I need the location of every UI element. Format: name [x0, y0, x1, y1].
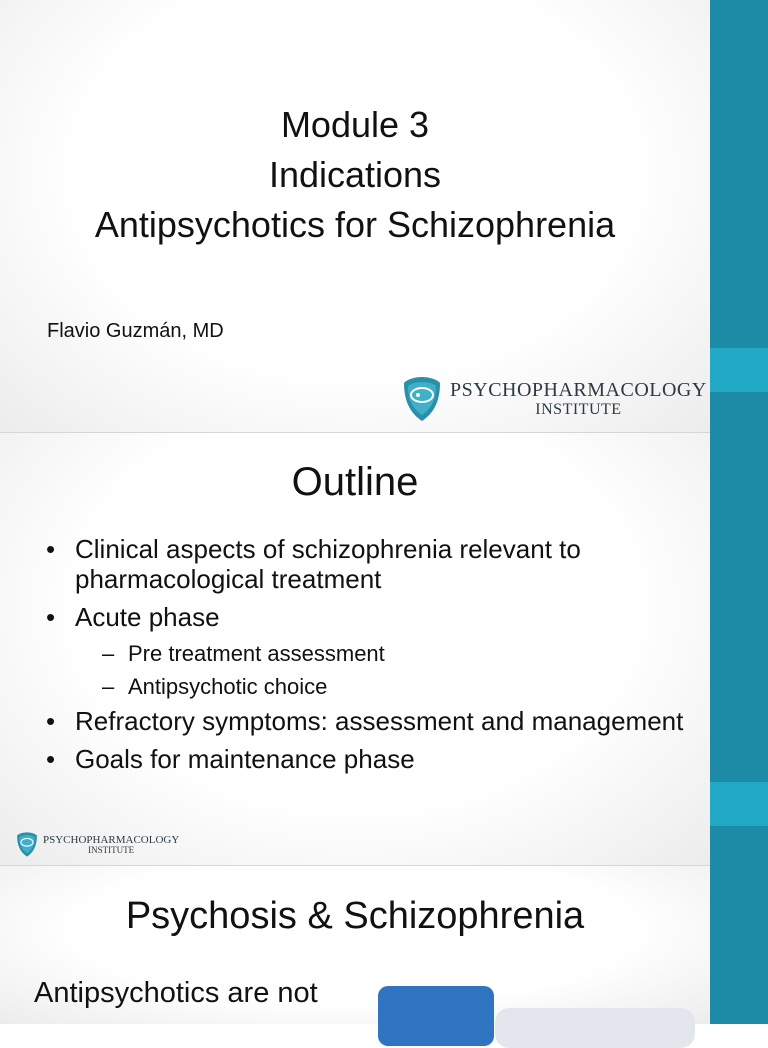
bullet-text: Goals for maintenance phase — [75, 744, 415, 774]
bullet-text: Acute phase — [75, 602, 220, 632]
title-line: Module 3 — [280, 104, 430, 145]
institute-logo — [402, 375, 707, 423]
diagram-box — [378, 986, 494, 1046]
slide-title: Outline — [291, 460, 419, 504]
title-line: Indications — [268, 154, 442, 195]
sub-bullet-item: – Antipsychotic choice — [102, 674, 328, 699]
bullet-item: • Refractory symptoms: assessment and management — [46, 706, 684, 736]
psychopharmacology-shield-icon — [16, 831, 38, 858]
sub-bullet-text: Pre treatment assessment — [128, 641, 385, 666]
sub-bullet-text: Antipsychotic choice — [128, 674, 328, 699]
logo-line2: INSTITUTE — [535, 401, 622, 419]
slide-title: Psychosis & Schizophrenia — [125, 895, 585, 937]
bullet-item: • Acute phase — [46, 602, 220, 632]
logo-line1: PSYCHOPHARMACOLOGY — [450, 379, 707, 402]
logo-line2: INSTITUTE — [88, 844, 135, 855]
title-slide — [0, 0, 710, 432]
sub-bullet-item: – Pre treatment assessment — [102, 641, 385, 666]
bullet-item: • Clinical aspects of schizophrenia relevant to pharmacological treatment — [46, 534, 686, 594]
bullet-item: • Goals for maintenance phase — [46, 744, 415, 774]
bullet-text: Clinical aspects of schizophrenia relevant to pharmacological treatment — [75, 534, 581, 594]
bullet-list — [46, 534, 686, 782]
bullet-text: Refractory symptoms: assessment and management — [75, 706, 684, 736]
rail-band — [710, 782, 768, 826]
author-name: Flavio Guzmán, MD — [47, 320, 224, 342]
body-text: Antipsychotics are not — [34, 977, 318, 1009]
slide-title — [0, 100, 710, 250]
rail-band — [710, 348, 768, 392]
diagram-box — [495, 1008, 695, 1048]
side-rail — [710, 0, 768, 1024]
institute-logo — [16, 831, 179, 858]
title-line: Antipsychotics for Schizophrenia — [94, 204, 616, 245]
logo-line1: PSYCHOPHARMACOLOGY — [43, 833, 180, 846]
psychopharmacology-shield-icon — [402, 375, 442, 423]
